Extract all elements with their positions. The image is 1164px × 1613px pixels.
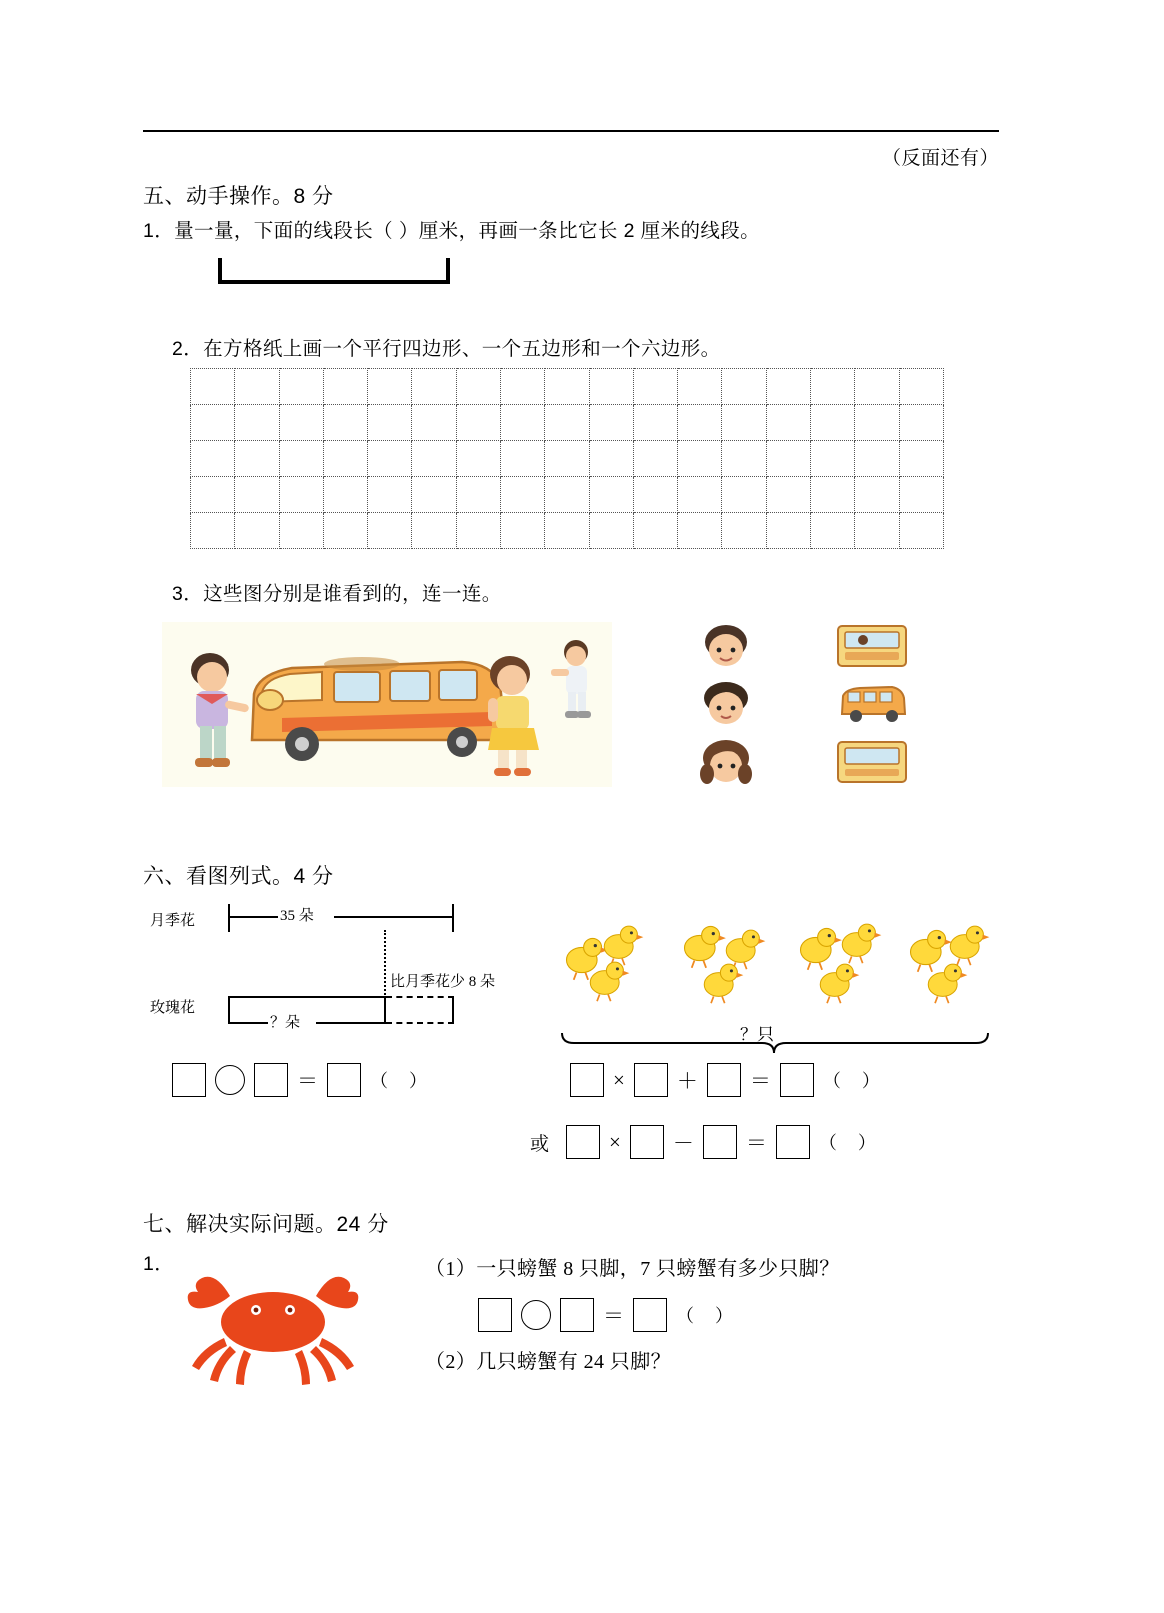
grid-cell bbox=[678, 477, 722, 513]
answer-box[interactable] bbox=[633, 1298, 667, 1332]
grid-cell bbox=[323, 513, 367, 549]
chicks-illustration bbox=[556, 915, 996, 1075]
grid-cell bbox=[722, 441, 766, 477]
answer-box[interactable] bbox=[478, 1298, 512, 1332]
crab-illustration bbox=[178, 1262, 368, 1392]
grid-cell bbox=[766, 405, 810, 441]
equals-sign: ＝ bbox=[603, 1304, 624, 1328]
page-note: （反面还有） bbox=[881, 148, 999, 169]
grid-cell bbox=[500, 441, 544, 477]
grid-cell bbox=[766, 369, 810, 405]
grid-cell bbox=[545, 405, 589, 441]
face-card-1[interactable] bbox=[690, 622, 762, 670]
grid-cell bbox=[500, 405, 544, 441]
bottom-bar-right-tick bbox=[384, 996, 386, 1024]
bottom-bar-dashed-right-tick bbox=[452, 996, 454, 1024]
section-7-question-1-sub2: （2）几只螃蟹有 24 只脚？ bbox=[425, 1351, 671, 1373]
grid-cell bbox=[899, 441, 944, 477]
section-5-question-2: 2．在方格纸上画一个平行四边形、一个五边形和一个六边形。 bbox=[172, 338, 721, 360]
chick-group-4 bbox=[911, 926, 990, 1003]
grid-cell bbox=[722, 369, 766, 405]
grid-cell bbox=[810, 477, 854, 513]
grid-cell bbox=[456, 369, 500, 405]
grid-cell bbox=[191, 369, 235, 405]
grid-cell bbox=[545, 369, 589, 405]
grid-cell bbox=[855, 441, 899, 477]
grid-cell bbox=[545, 477, 589, 513]
grid-cell bbox=[810, 369, 854, 405]
grid-cell bbox=[412, 513, 456, 549]
grid-cell bbox=[191, 441, 235, 477]
grid-cell bbox=[412, 369, 456, 405]
chicks-question-label: ？只 bbox=[740, 1025, 774, 1044]
crab-svg bbox=[178, 1262, 368, 1392]
grid-cell bbox=[456, 405, 500, 441]
grid-cell bbox=[589, 441, 633, 477]
grid-cell bbox=[323, 369, 367, 405]
grid-cell bbox=[368, 441, 412, 477]
crab-answer-row bbox=[478, 1298, 741, 1332]
grid-cell bbox=[766, 441, 810, 477]
grid-cell bbox=[323, 477, 367, 513]
grid-cell bbox=[899, 405, 944, 441]
bottom-bar-line-b bbox=[316, 1022, 386, 1024]
top-bar-line-a bbox=[228, 916, 278, 918]
grid-cell bbox=[279, 369, 323, 405]
grid-cell bbox=[633, 369, 677, 405]
grid-cell bbox=[368, 477, 412, 513]
grid-cell bbox=[545, 441, 589, 477]
bus-view-card-side[interactable] bbox=[836, 680, 908, 728]
grid-cell bbox=[191, 405, 235, 441]
grid-cell bbox=[855, 477, 899, 513]
grid-cell bbox=[279, 441, 323, 477]
bus-side-icon bbox=[836, 680, 908, 728]
answer-box[interactable] bbox=[566, 1125, 600, 1159]
chicks-svg bbox=[556, 915, 996, 1075]
grid-cell bbox=[810, 441, 854, 477]
unit-paren[interactable]: （ ） bbox=[818, 1133, 884, 1153]
answer-box[interactable] bbox=[776, 1125, 810, 1159]
bar-label-bottom: 玫瑰花 bbox=[150, 1000, 196, 1016]
equals-sign: ＝ bbox=[297, 1069, 318, 1093]
answer-row-right-2 bbox=[530, 1125, 884, 1159]
bar-label-top: 月季花 bbox=[150, 913, 196, 929]
section-7-question-1-sub1: （1）一只螃蟹 8 只脚，7 只螃蟹有多少只脚？ bbox=[425, 1258, 840, 1280]
answer-row-right-1 bbox=[570, 1063, 888, 1097]
answer-box[interactable] bbox=[570, 1063, 604, 1097]
face-card-3[interactable] bbox=[690, 738, 762, 786]
grid-cell bbox=[589, 513, 633, 549]
unit-paren[interactable]: （ ） bbox=[676, 1306, 742, 1326]
alternative-prefix: 或 bbox=[530, 1133, 550, 1155]
operator-circle[interactable] bbox=[215, 1065, 245, 1095]
grid-cell bbox=[279, 477, 323, 513]
grid-cell bbox=[722, 405, 766, 441]
top-bar-left-tick bbox=[228, 904, 230, 932]
face-card-2[interactable] bbox=[690, 680, 762, 728]
grid-cell bbox=[279, 405, 323, 441]
bottom-bar-dashed-top bbox=[386, 996, 454, 998]
chick-group-3 bbox=[801, 924, 882, 1003]
grid-cell bbox=[899, 477, 944, 513]
grid-cell bbox=[500, 477, 544, 513]
grid-cell bbox=[235, 513, 279, 549]
grid-row bbox=[191, 369, 944, 405]
grid-cell bbox=[766, 477, 810, 513]
grid-cell bbox=[633, 513, 677, 549]
grid-cell bbox=[633, 441, 677, 477]
grid-cell bbox=[766, 513, 810, 549]
graph-paper-grid bbox=[190, 368, 944, 543]
bus-front-icon bbox=[836, 622, 908, 670]
bus-view-cards bbox=[836, 622, 908, 787]
grid-cell bbox=[855, 369, 899, 405]
section-5-question-3: 3．这些图分别是谁看到的，连一连。 bbox=[172, 583, 502, 605]
grid-cell bbox=[368, 513, 412, 549]
section-5-question-1: 1．量一量，下面的线段长（ ）厘米，再画一条比它长 2 厘米的线段。 bbox=[143, 220, 761, 242]
chick-group-1 bbox=[567, 926, 644, 1001]
grid-cell bbox=[722, 513, 766, 549]
grid-cell bbox=[589, 405, 633, 441]
grid-cell bbox=[191, 477, 235, 513]
grid-cell bbox=[323, 405, 367, 441]
section-5-heading: 五、动手操作。8 分 bbox=[143, 185, 334, 208]
grid-cell bbox=[191, 513, 235, 549]
bus-scene-illustration bbox=[162, 622, 612, 787]
top-bar-right-tick bbox=[452, 904, 454, 932]
grid-cell bbox=[678, 369, 722, 405]
measure-segment-figure bbox=[218, 258, 450, 284]
grid-cell bbox=[279, 513, 323, 549]
bottom-bar-value: ？朵 bbox=[270, 1015, 301, 1031]
viewer-face-cards bbox=[690, 622, 762, 787]
compare-text: 比月季花少 8 朵 bbox=[390, 974, 496, 990]
flower-bar-diagram bbox=[150, 900, 520, 1045]
grid-cell bbox=[545, 513, 589, 549]
answer-box[interactable] bbox=[780, 1063, 814, 1097]
grid-cell bbox=[235, 477, 279, 513]
bottom-bar-top-line bbox=[228, 996, 386, 998]
bottom-bar-line-a bbox=[228, 1022, 268, 1024]
chicks-brace bbox=[562, 1033, 988, 1053]
grid-cell bbox=[412, 405, 456, 441]
segment-right-tick bbox=[446, 258, 450, 284]
answer-row-left bbox=[172, 1063, 435, 1097]
grid-cell bbox=[235, 441, 279, 477]
unit-paren[interactable]: （ ） bbox=[822, 1071, 888, 1091]
grid-cell bbox=[899, 369, 944, 405]
answer-box[interactable] bbox=[630, 1125, 664, 1159]
grid-row bbox=[191, 477, 944, 513]
bottom-bar-dashed-bottom bbox=[386, 1022, 454, 1024]
grid-cell bbox=[456, 513, 500, 549]
grid-row bbox=[191, 513, 944, 549]
top-bar-value: 35 朵 bbox=[280, 908, 314, 924]
section-7-question-1-number: 1． bbox=[143, 1253, 175, 1275]
grid-cell bbox=[633, 477, 677, 513]
answer-box[interactable] bbox=[634, 1063, 668, 1097]
bus-view-card-front[interactable] bbox=[836, 622, 908, 670]
grid-cell bbox=[810, 405, 854, 441]
grid-cell bbox=[589, 369, 633, 405]
grid-cell bbox=[323, 441, 367, 477]
answer-box[interactable] bbox=[707, 1063, 741, 1097]
grid-cell bbox=[235, 405, 279, 441]
grid-cell bbox=[678, 441, 722, 477]
answer-box[interactable] bbox=[327, 1063, 361, 1097]
bus-scene-svg bbox=[162, 622, 612, 787]
face-icon bbox=[690, 680, 762, 728]
face-icon bbox=[690, 738, 762, 786]
unit-paren[interactable]: （ ） bbox=[370, 1071, 436, 1091]
section-6-heading: 六、看图列式。4 分 bbox=[143, 865, 334, 888]
grid-cell bbox=[589, 477, 633, 513]
face-icon bbox=[690, 622, 762, 670]
equals-sign: ＝ bbox=[749, 1069, 771, 1093]
chick-group-2 bbox=[685, 926, 766, 1003]
top-bar-line-b bbox=[334, 916, 454, 918]
top-divider-rule bbox=[143, 130, 999, 132]
grid-cell bbox=[500, 369, 544, 405]
grid-cell bbox=[456, 477, 500, 513]
answer-box[interactable] bbox=[703, 1125, 737, 1159]
grid-cell bbox=[678, 513, 722, 549]
grid-cell bbox=[899, 513, 944, 549]
grid-cell bbox=[412, 441, 456, 477]
plus-sign: ＋ bbox=[676, 1069, 698, 1093]
grid-cell bbox=[235, 369, 279, 405]
grid-cell bbox=[810, 513, 854, 549]
grid-cell bbox=[678, 405, 722, 441]
segment-bar bbox=[218, 280, 450, 284]
grid-cell bbox=[500, 513, 544, 549]
bar-connector-dotted bbox=[384, 930, 386, 998]
minus-sign: － bbox=[672, 1131, 694, 1155]
answer-box[interactable] bbox=[560, 1298, 594, 1332]
section-7-heading: 七、解决实际问题。24 分 bbox=[143, 1213, 389, 1236]
grid-cell bbox=[412, 477, 456, 513]
answer-box[interactable] bbox=[254, 1063, 288, 1097]
grid-cell bbox=[855, 405, 899, 441]
grid-cell bbox=[368, 405, 412, 441]
bus-view-card-back[interactable] bbox=[836, 738, 908, 786]
bus-back-icon bbox=[836, 738, 908, 786]
grid-row bbox=[191, 441, 944, 477]
operator-circle[interactable] bbox=[521, 1300, 551, 1330]
grid-row bbox=[191, 405, 944, 441]
grid-cell bbox=[456, 441, 500, 477]
grid-cell bbox=[855, 513, 899, 549]
answer-box[interactable] bbox=[172, 1063, 206, 1097]
grid-cell bbox=[633, 405, 677, 441]
times-sign: × bbox=[609, 1129, 621, 1154]
grid-cell bbox=[368, 369, 412, 405]
bottom-bar-left-tick bbox=[228, 996, 230, 1024]
equals-sign: ＝ bbox=[745, 1131, 767, 1155]
grid-table bbox=[190, 368, 944, 549]
times-sign: × bbox=[613, 1067, 625, 1092]
grid-cell bbox=[722, 477, 766, 513]
